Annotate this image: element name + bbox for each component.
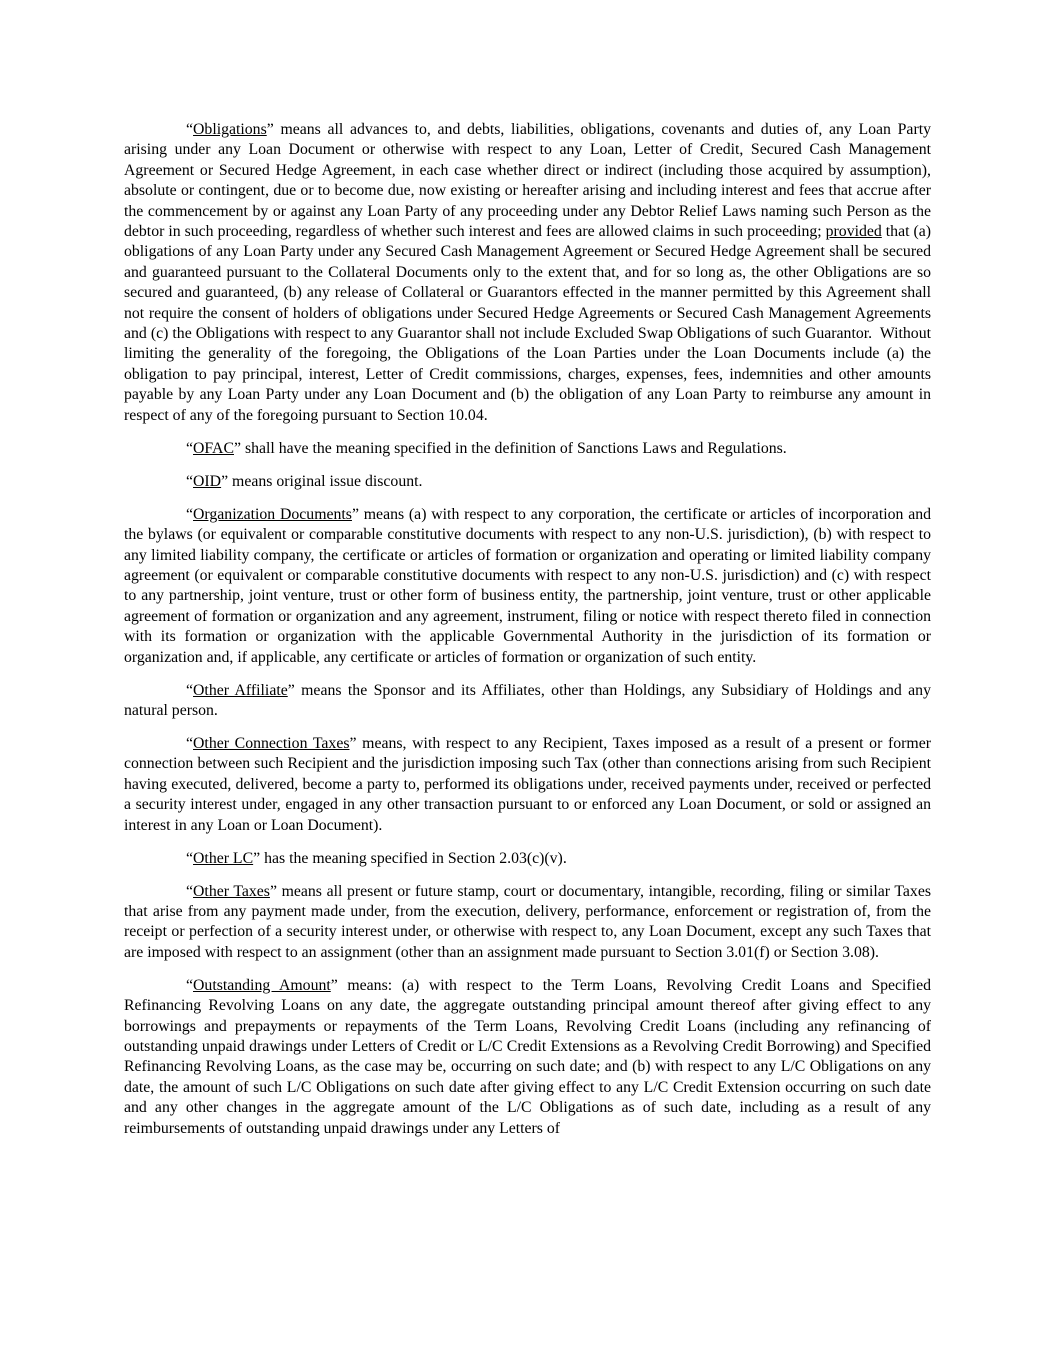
term-other-connection-taxes: Other Connection Taxes: [193, 734, 350, 752]
text-segment: ” means, with respect to any Recipient, Taxes imposed as a result of a present or former connection between such Recipient and the jurisdiction imposing such Tax (other than connections arising from such Recipient having executed, delivered, become a party to, performed its obligations under, received payments under, received or perfected a security interest under, engaged in any other transaction pursuant to or enforced any Loan Document, or sold or assigned an interest in any Loan or Loan Document).: [124, 734, 935, 834]
definition-other-connection-taxes: [124, 734, 935, 836]
definition-other-lc: [124, 849, 931, 869]
definition-obligations: [124, 120, 935, 426]
definition-oid: [124, 472, 931, 492]
term-obligations: Obligations: [193, 121, 267, 138]
text-segment: “: [186, 121, 194, 138]
term-organization-documents: Organization Documents: [193, 505, 352, 523]
text-segment: ” means original issue discount.: [221, 472, 423, 490]
text-segment: that (a) obligations of any Loan Party under any Secured Cash Management Agreement or Secured Hedge Agreement shall be secured and guaranteed pursuant to the Collateral Documents only to the extent that, and for so long as, the other Obligations are so secured and guaranteed, (b) any release of Collateral or Guarantors effected in the manner permitted by this Agreement shall not require the consent of holders of obligations under Secured Hedge Agreements or Secured Cash Management Agreements and (c) the Obligations with respect to any Guarantor shall not include Excluded Swap Obligations of such Guarantor. Without limiting the generality of the foregoing, the Obligations of the Loan Parties under the Loan Documents include (a) the obligation to pay principal, interest, Letter of Credit commissions, charges, expenses, fees, indemnities and other amounts payable by any Loan Party under any Loan Document and (b) the obligation of any Loan Party to reimburse any amount in respect of any of the foregoing pursuant to Section 10.04.: [124, 223, 935, 424]
term-provided: provided: [825, 223, 882, 241]
definition-organization-documents: [124, 505, 935, 668]
text-segment: ” means the Sponsor and its Affiliates, other than Holdings, any Subsidiary of Holdings and any natural person.: [124, 681, 935, 719]
term-outstanding-amount: Outstanding Amount: [193, 976, 331, 994]
text-segment: ” means all advances to, and debts, liabilities, obligations, covenants and duties of, any Loan Party arising under any Loan Document or otherwise with respect to any Loan, Letter of Credit, Secured Cash Management Agreement or Secured Hedge Agreement, in each case whether direct or indirect (including those acquired by assumption), absolute or contingent, due or to become due, now existing or hereafter arising and including interest and fees that accrue after the commencement by or against any Loan Party of any proceeding under any Debtor Relief Laws naming such Person as the debtor in such proceeding, regardless of whether such interest and fees are allowed claims in such proceeding;: [124, 121, 935, 241]
text-segment: “: [186, 472, 194, 490]
definition-ofac: [124, 439, 931, 459]
term-other-taxes: Other Taxes: [193, 882, 270, 900]
definition-other-affiliate: [124, 681, 935, 722]
text-segment: “: [186, 505, 194, 523]
definitions-text: [124, 120, 935, 1139]
text-segment: “: [186, 882, 194, 900]
text-segment: “: [186, 734, 194, 752]
text-segment: ” means all present or future stamp, court or documentary, intangible, recording, filing or similar Taxes that arise from any payment made under, from the execution, delivery, performance, enforcement or registration of, from the receipt or perfection of a security interest under, or otherwise with respect to, any Loan Document, except any such Taxes that are imposed with respect to an assignment (other than an assignment made pursuant to Section 3.01(f) or Section 3.08).: [124, 882, 935, 961]
text-segment: “: [186, 849, 194, 867]
term-ofac: OFAC: [193, 439, 234, 457]
definition-other-taxes: [124, 882, 935, 964]
text-segment: ” means (a) with respect to any corporation, the certificate or articles of incorporation and the bylaws (or equivalent or comparable constitutive documents with respect to any non-U.S. jurisdiction), (b) with respect to any limited liability company, the certificate or articles of formation or organization and operating or limited liability company agreement (or equivalent or comparable constitutive documents with respect to any non-U.S. jurisdiction) and (c) with respect to any partnership, joint venture, trust or other form of business entity, the partnership, joint venture, trust or other applicable agreement of formation or organization and any agreement, instrument, filing or notice with respect thereto filed in connection with its formation or organization with the applicable Governmental Authority in the jurisdiction of its formation or organization and, if applicable, any certificate or articles of formation or organization of such entity.: [124, 505, 935, 666]
term-other-lc: Other LC: [193, 849, 254, 867]
text-segment: “: [186, 439, 194, 457]
term-other-affiliate: Other Affiliate: [193, 681, 288, 699]
definition-outstanding-amount: [124, 976, 935, 1139]
text-segment: ” means: (a) with respect to the Term Loans, Revolving Credit Loans and Specified Refinancing Revolving Loans on any date, the aggregate outstanding principal amount thereof after giving effect to any borrowings and prepayments or repayments of the Term Loans, Revolving Credit Loans (including any refinancing of outstanding unpaid drawings under Letters of Credit or L/C Credit Extensions as a Revolving Credit Borrowing) and Specified Refinancing Revolving Loans, as the case may be, occurring on such date; and (b) with respect to any L/C Obligations on any date, the amount of such L/C Obligations on such date after giving effect to any L/C Credit Extension occurring on such date and any other changes in the aggregate amount of the L/C Obligations as of such date, including as a result of any reimbursements of outstanding unpaid drawings under any Letters of: [124, 976, 935, 1137]
term-oid: OID: [193, 472, 222, 490]
text-segment: “: [186, 976, 194, 994]
text-segment: ” shall have the meaning specified in the definition of Sanctions Laws and Regulations.: [233, 439, 787, 457]
text-segment: “: [186, 681, 194, 699]
text-segment: ” has the meaning specified in Section 2.03(c)(v).: [253, 849, 567, 867]
